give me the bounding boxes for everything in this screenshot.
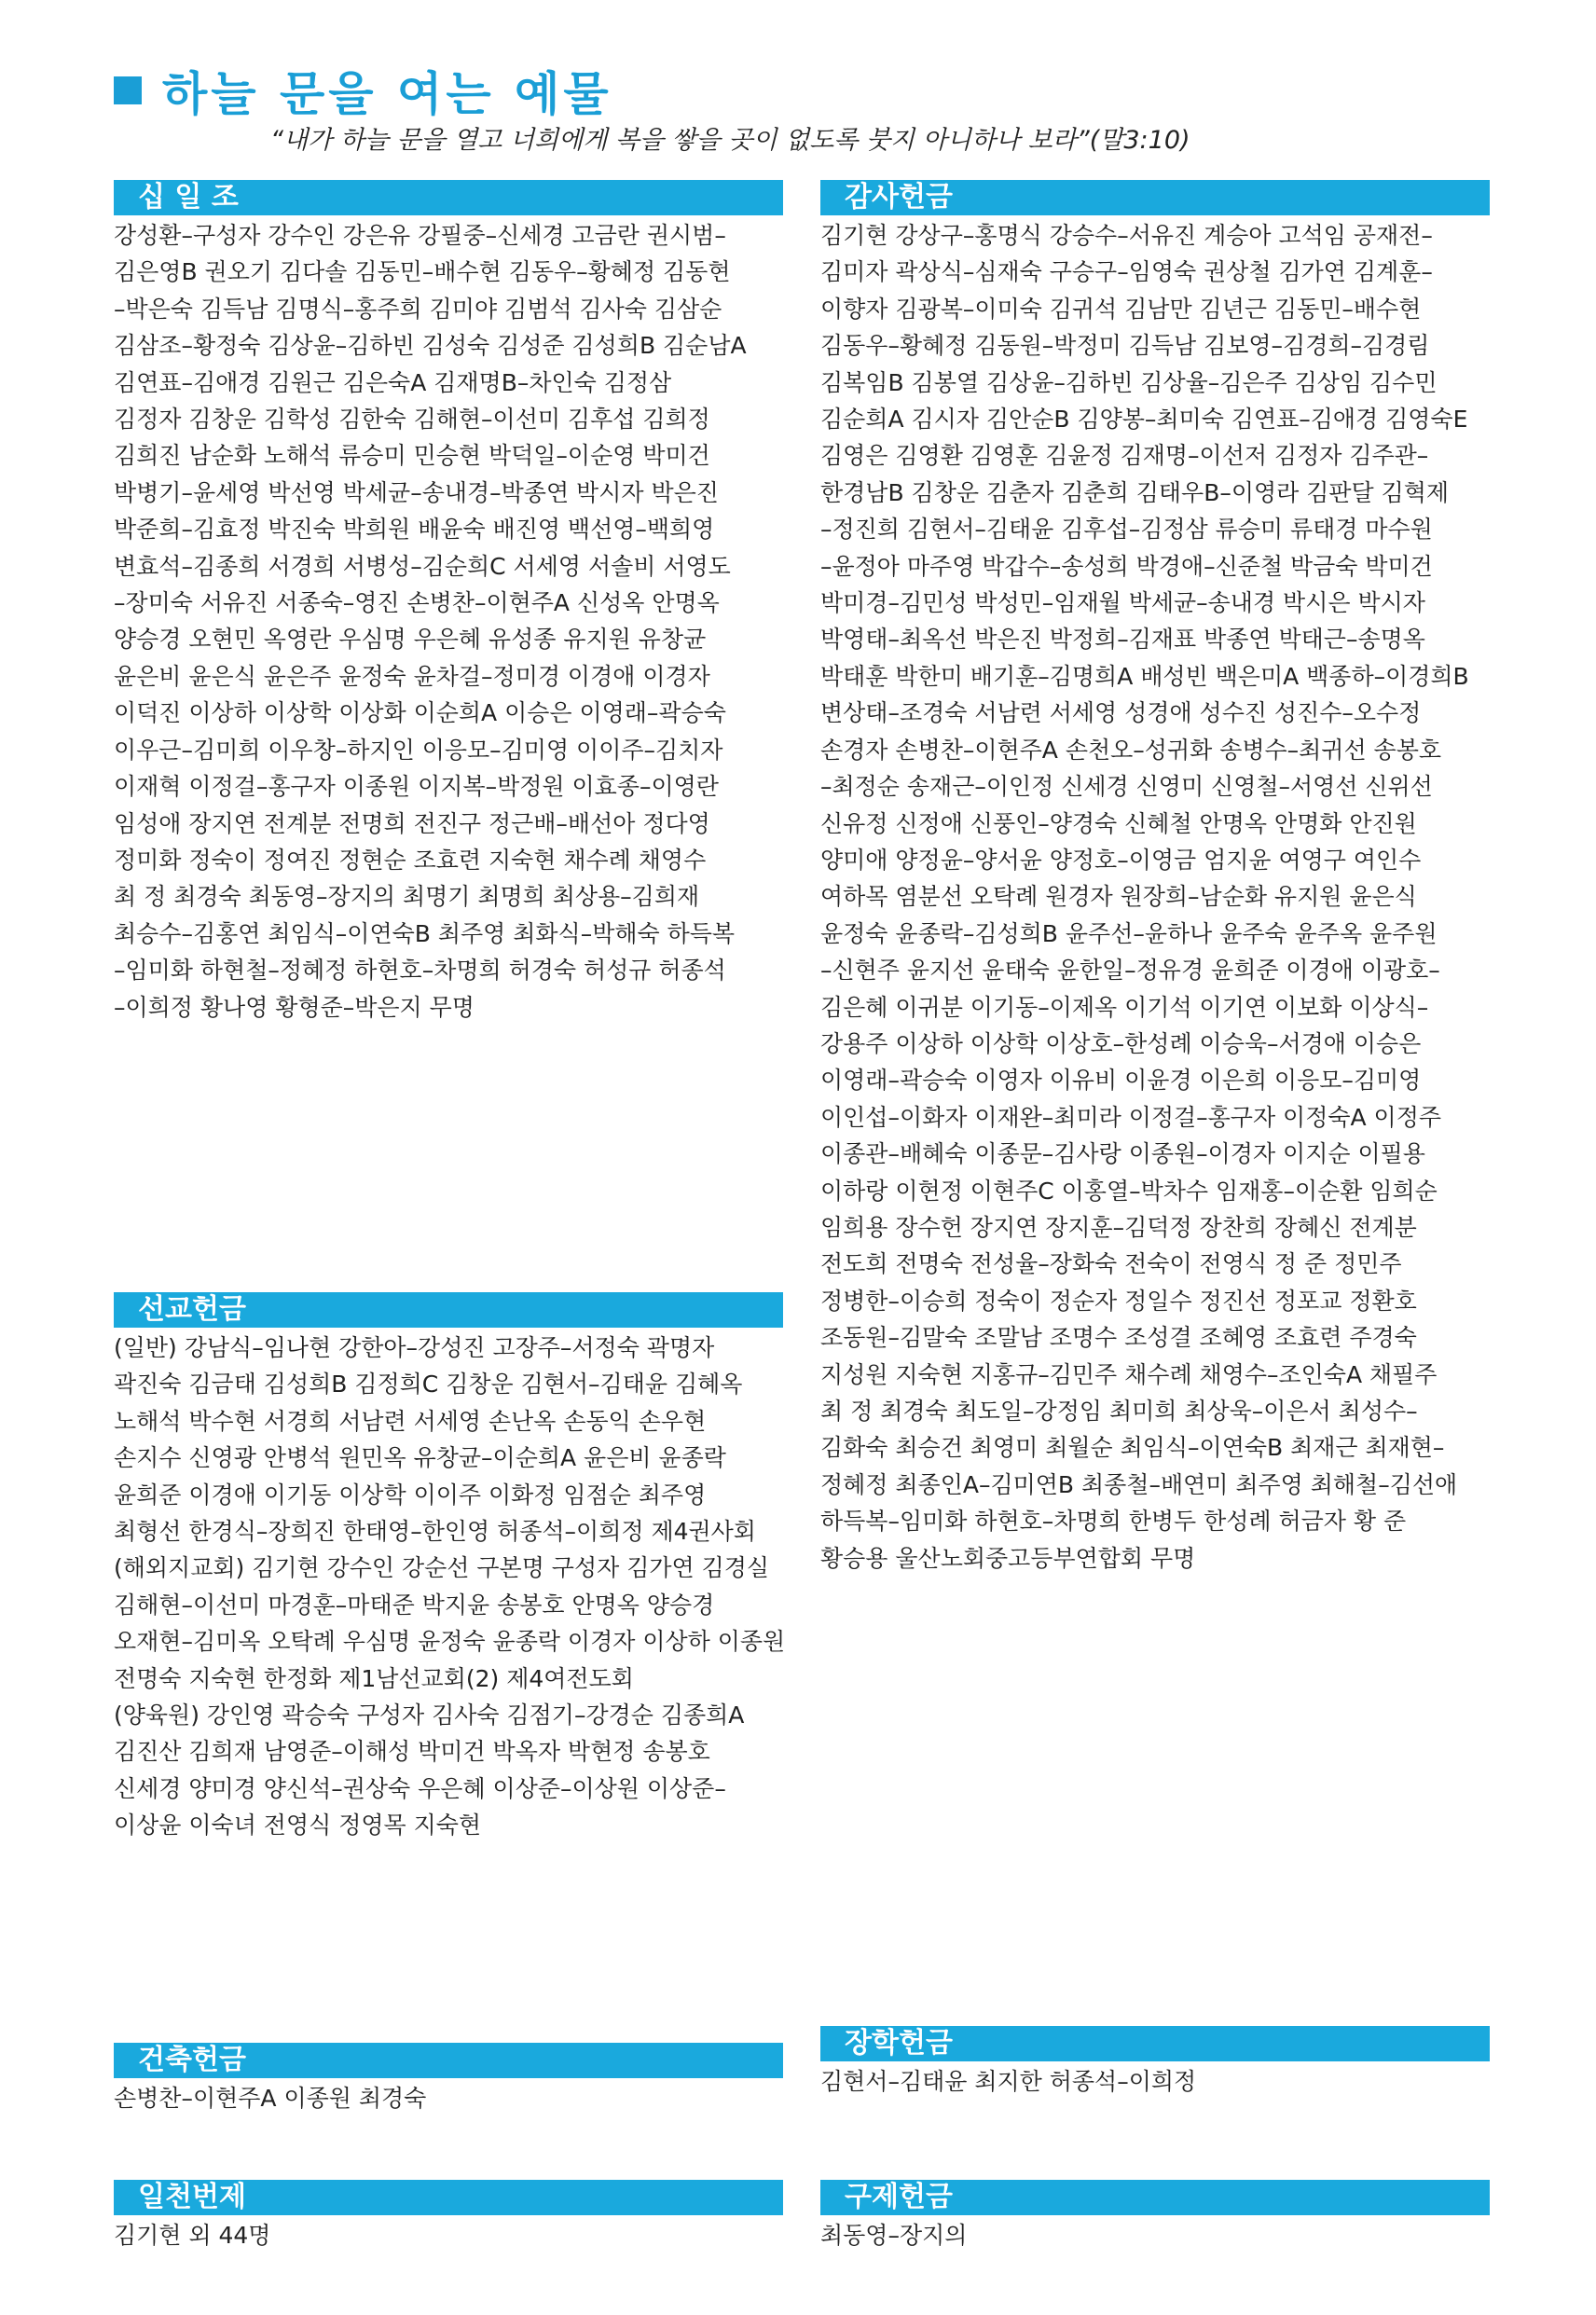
list-line: –이희정 황나영 황형준–박은지 무명	[114, 993, 475, 1021]
page-title	[114, 58, 612, 123]
section-relief	[820, 2180, 1490, 2253]
section-firstfruits	[114, 2180, 783, 2253]
list-line: 양미애 양정윤–양서윤 양정호–이영금 엄지윤 여영구 여인수	[820, 846, 1422, 874]
list-line: 오재현–김미옥 오탁례 우심명 윤정숙 윤종락 이경자 이상하 이종원	[114, 1628, 786, 1656]
list-line: 윤은비 윤은식 윤은주 윤정숙 윤차걸–정미경 이경애 이경자	[114, 662, 710, 690]
list-line: 이인섭–이화자 이재완–최미라 이정걸–홍구자 이정숙A 이정주	[820, 1103, 1441, 1131]
list-line: 김연표–김애경 김원근 김은숙A 김재명B–차인숙 김정삼	[114, 368, 672, 396]
list-line: –신현주 윤지선 윤태숙 윤한일–정유경 윤희준 이경애 이광호–	[820, 957, 1440, 985]
list-line: 이하랑 이현정 이현주C 이홍열–박차수 임재홍–이순환 임희순	[820, 1177, 1438, 1205]
title-square-icon	[114, 76, 142, 104]
list-line: 박영태–최옥선 박은진 박정희–김재표 박종연 박태근–송명옥	[820, 626, 1425, 654]
list-line: 조동원–김말숙 조말남 조명수 조성결 조혜영 조효련 주경숙	[820, 1324, 1417, 1352]
list-line: 하득복–임미화 하현호–차명희 한병두 한성례 허금자 황 준	[820, 1508, 1407, 1536]
list-line: 박태훈 박한미 배기훈–김명희A 배성빈 백은미A 백종하–이경희B	[820, 662, 1469, 690]
list-line: 박미경–김민성 박성민–임재월 박세균–송내경 박시은 박시자	[820, 589, 1425, 617]
list-line: 임성애 장지연 전계분 전명희 전진구 정근배–배선아 정다영	[114, 809, 710, 837]
list-line: 김은영B 권오기 김다솔 김동민–배수현 김동우–황혜정 김동현	[114, 258, 731, 286]
name-list	[114, 1330, 786, 1844]
list-line: 이재혁 이정걸–홍구자 이종원 이지복–박정원 이효종–이영란	[114, 773, 719, 801]
list-line: 이영래–곽승숙 이영자 이유비 이윤경 이은희 이응모–김미영	[820, 1067, 1422, 1095]
list-line: 윤정숙 윤종락–김성희B 윤주선–윤하나 윤주숙 윤주옥 윤주원	[820, 919, 1438, 947]
list-line: 이우근–김미희 이우창–하지인 이응모–김미영 이이주–김치자	[114, 736, 723, 764]
list-line: 최동영–장지의	[820, 2222, 968, 2249]
list-line: 손지수 신영광 안병석 원민옥 유창균–이순희A 윤은비 윤종락	[114, 1444, 726, 1472]
section-header: 건축헌금	[114, 2043, 783, 2078]
list-line: 김진산 김희재 남영준–이해성 박미건 박옥자 박현정 송봉호	[114, 1738, 710, 1766]
list-line: 김기현 강상구–홍명식 강승수–서유진 계승아 고석임 공재전–	[820, 222, 1433, 249]
list-line: 최승수–김홍연 최임식–이연숙B 최주영 최화식–박해숙 하득복	[114, 919, 736, 947]
list-line: 김복임B 김봉열 김상윤–김하빈 김상율–김은주 김상임 김수민	[820, 368, 1438, 396]
list-line: 김영은 김영환 김영훈 김윤정 김재명–이선저 김정자 김주관–	[820, 442, 1429, 470]
list-line: 김정자 김창운 김학성 김한숙 김해현–이선미 김후섭 김희정	[114, 406, 710, 434]
list-line: 김화숙 최승건 최영미 최월순 최임식–이연숙B 최재근 최재현–	[820, 1434, 1445, 1462]
section-header: 일천번제	[114, 2180, 783, 2215]
name-list	[820, 217, 1490, 1577]
list-line: 김해현–이선미 마경훈–마태준 박지윤 송봉호 안명옥 양승경	[114, 1591, 715, 1619]
list-line: 전명숙 지숙현 한정화 제1남선교회(2) 제4여전도회	[114, 1664, 634, 1692]
list-line: 노해석 박수현 서경희 서남련 서세영 손난옥 손동익 손우현	[114, 1407, 707, 1435]
section-mission	[114, 1292, 786, 1844]
list-line: –윤정아 마주영 박갑수–송성희 박경애–신준철 박금숙 박미건	[820, 552, 1433, 580]
name-list	[114, 2080, 783, 2116]
list-line: 변효석–김종희 서경희 서병성–김순희C 서세영 서솔비 서영도	[114, 552, 731, 580]
list-line: 강성환–구성자 강수인 강은유 강필중–신세경 고금란 권시범–	[114, 222, 726, 249]
list-line: 최 정 최경숙 최동영–장지의 최명기 최명희 최상용–김희재	[114, 883, 700, 911]
name-list	[820, 2217, 1490, 2253]
section-thanks	[820, 180, 1490, 1577]
list-line: 변상태–조경숙 서남련 서세영 성경애 성수진 성진수–오수정	[820, 699, 1422, 727]
list-line: 김삼조–황정숙 김상윤–김하빈 김성숙 김성준 김성희B 김순남A	[114, 332, 747, 360]
section-header: 장학헌금	[820, 2026, 1490, 2061]
list-line: 박병기–윤세영 박선영 박세균–송내경–박종연 박시자 박은진	[114, 478, 719, 506]
list-line: 강용주 이상하 이상학 이상호–한성례 이승욱–서경애 이승은	[820, 1029, 1422, 1057]
list-line: 신세경 양미경 양신석–권상숙 우은혜 이상준–이상원 이상준–	[114, 1774, 726, 1802]
section-header: 감사헌금	[820, 180, 1490, 215]
name-list	[820, 2063, 1490, 2100]
list-line: (해외지교회) 김기현 강수인 강순선 구본명 구성자 김가연 김경실	[114, 1554, 770, 1582]
list-line: 최 정 최경숙 최도일–강정임 최미희 최상욱–이은서 최성수–	[820, 1398, 1418, 1425]
list-line: 정혜정 최종인A–김미연B 최종철–배연미 최주영 최해철–김선애	[820, 1470, 1458, 1498]
list-line: 양승경 오현민 옥영란 우심명 우은혜 유성종 유지원 유창균	[114, 626, 707, 654]
list-line: 박준희–김효정 박진숙 박희원 배윤숙 배진영 백선영–백희영	[114, 516, 715, 544]
list-line: 손경자 손병찬–이현주A 손천오–성귀화 송병수–최귀선 송봉호	[820, 736, 1441, 764]
list-line: 김기현 외 44명	[114, 2222, 271, 2249]
list-line: 윤희준 이경애 이기동 이상학 이이주 이화정 임점순 최주영	[114, 1481, 707, 1509]
list-line: –박은숙 김득남 김명식–홍주희 김미야 김범석 김사숙 김삼순	[114, 295, 722, 323]
list-line: 신유정 신정애 신풍인–양경숙 신혜철 안명옥 안명화 안진원	[820, 809, 1417, 837]
list-line: –장미숙 서유진 서종숙–영진 손병찬–이현주A 신성옥 안명옥	[114, 589, 720, 617]
section-header: 구제헌금	[820, 2180, 1490, 2215]
list-line: 김희진 남순화 노해석 류승미 민승현 박덕일–이순영 박미건	[114, 442, 710, 470]
list-line: 김은혜 이귀분 이기동–이제옥 이기석 이기연 이보화 이상식–	[820, 993, 1429, 1021]
section-tithe	[114, 180, 783, 1026]
list-line: 김동우–황혜정 김동원–박정미 김득남 김보영–김경희–김경림	[820, 332, 1430, 360]
section-scholarship	[820, 2026, 1490, 2100]
section-building	[114, 2043, 783, 2116]
list-line: 임희용 장수헌 장지연 장지훈–김덕정 장찬희 장혜신 전계분	[820, 1213, 1417, 1241]
list-line: 이상윤 이숙녀 전영식 정영목 지숙현	[114, 1812, 482, 1840]
list-line: 김순희A 김시자 김안순B 김양봉–최미숙 김연표–김애경 김영숙E	[820, 406, 1468, 434]
list-line: –최정순 송재근–이인정 신세경 신영미 신영철–서영선 신위선	[820, 773, 1433, 801]
list-line: 정미화 정숙이 정여진 정현순 조효련 지숙현 채수례 채영수	[114, 846, 707, 874]
list-line: 이덕진 이상하 이상학 이상화 이순희A 이승은 이영래–곽승숙	[114, 699, 726, 727]
list-line: 김미자 곽상식–심재숙 구승구–임영숙 권상철 김가연 김계훈–	[820, 258, 1433, 286]
list-line: 이종관–배혜숙 이종문–김사랑 이종원–이경자 이지순 이필용	[820, 1140, 1425, 1168]
list-line: 이향자 김광복–이미숙 김귀석 김남만 김년근 김동민–배수현	[820, 295, 1422, 323]
list-line: 한경남B 김창운 김춘자 김춘희 김태우B–이영라 김판달 김혁제	[820, 478, 1450, 506]
scripture-verse: “내가 하늘 문을 열고 너희에게 복을 쌓을 곳이 없도록 붓지 아니하나 보라”(말3:10)	[270, 126, 1190, 155]
list-line: 최형선 한경식–장희진 한태영–한인영 허종석–이희정 제4권사회	[114, 1518, 756, 1546]
list-line: 김현서–김태윤 최지한 허종석–이희정	[820, 2068, 1197, 2095]
name-list	[114, 217, 783, 1026]
list-line: –임미화 하현철–정혜정 하현호–차명희 허경숙 허성규 허종석	[114, 957, 726, 985]
list-line: 여하목 염분선 오탁례 원경자 원장희–남순화 유지원 윤은식	[820, 883, 1417, 911]
list-line: 황승용 울산노회중고등부연합회 무명	[820, 1544, 1196, 1572]
name-list	[114, 2217, 783, 2253]
list-line: (양육원) 강인영 곽승숙 구성자 김사숙 김점기–강경순 김종희A	[114, 1702, 745, 1729]
list-line: 곽진숙 김금태 김성희B 김정희C 김창운 김현서–김태윤 김혜옥	[114, 1371, 743, 1399]
list-line: 전도희 전명숙 전성율–장화숙 전숙이 전영식 정 준 정민주	[820, 1250, 1402, 1278]
title-text: 하늘 문을 여는 예물	[162, 67, 612, 121]
list-line: 손병찬–이현주A 이종원 최경숙	[114, 2085, 427, 2112]
list-line: 정병한–이승희 정숙이 정순자 정일수 정진선 정포교 정환호	[820, 1287, 1417, 1315]
section-header: 선교헌금	[114, 1292, 783, 1328]
list-line: (일반) 강남식–임나현 강한아–강성진 고장주–서정숙 곽명자	[114, 1334, 715, 1361]
list-line: 지성원 지숙현 지홍규–김민주 채수례 채영수–조인숙A 채필주	[820, 1360, 1438, 1388]
list-line: –정진희 김현서–김태윤 김후섭–김정삼 류승미 류태경 마수원	[820, 516, 1433, 544]
section-header: 십 일 조	[114, 180, 783, 215]
